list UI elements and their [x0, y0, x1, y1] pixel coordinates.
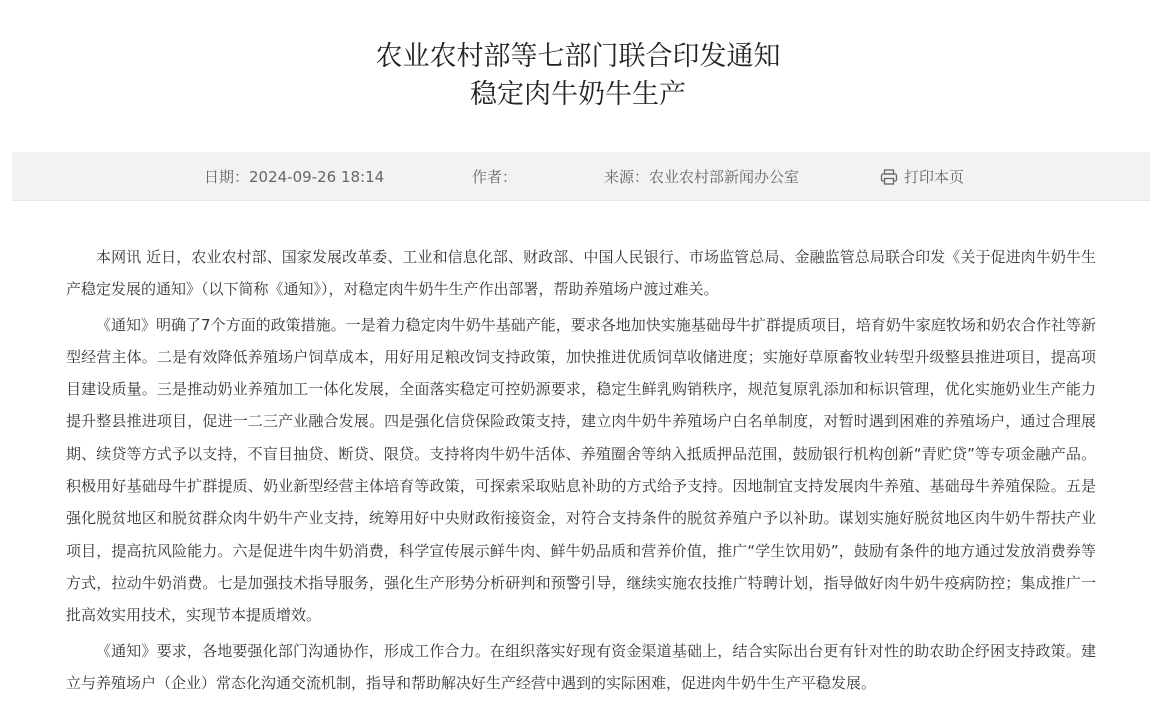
printer-icon — [880, 169, 898, 185]
article-meta-bar — [12, 152, 1150, 201]
article-title — [0, 38, 1156, 114]
paragraph: 《通知》明确了7个方面的政策措施。一是着力稳定肉牛奶牛基础产能，要求各地加快实施基础母牛扩群提质项目，培育奶牛家庭牧场和奶农合作社等新型经营主体。二是有效降低养殖场户饲草成本，用好用足粮改饲支持政策，加快推进优质饲草收储进度；实施好草原畜牧业转型升级整县推进项目，提高项目建设质量。三是推动奶业养殖加工一体化发展，全面落实稳定可控奶源要求，稳定生鲜乳购销秩序，规范复原乳添加和标识管理，优化实施奶业生产能力提升整县推进项目，促进一二三产业融合发展。四是强化信贷保险政策支持，建立肉牛奶牛养殖场户白名单制度，对暂时遇到困难的养殖场户，通过合理展期、续贷等方式予以支持，不盲目抽贷、断贷、限贷。支持将肉牛奶牛活体、养殖圈舍等纳入抵质押品范围，鼓励银行机构创新“青贮贷”等专项金融产品。积极用好基础母牛扩群提质、奶业新型经营主体培育等政策，可探索采取贴息补助的方式给予支持。因地制宜支持发展肉牛养殖、基础母牛养殖保险。五是强化脱贫地区和脱贫群众肉牛奶牛产业支持，统筹用好中央财政衔接资金，对符合支持条件的脱贫养殖户予以补助。谋划实施好脱贫地区肉牛奶牛帮扶产业项目，提高抗风险能力。六是促进牛肉牛奶消费，科学宣传展示鲜牛肉、鲜牛奶品质和营养价值，推广“学生饮用奶”，鼓励有条件的地方通过发放消费券等方式，拉动牛奶消费。七是加强技术指导服务，强化生产形势分析研判和预警引导，继续实施农技推广特聘计划，指导做好肉牛奶牛疫病防控；集成推广一批高效实用技术，实现节本提质增效。 — [66, 315, 1096, 625]
article-title-line-2: 稳定肉牛奶牛生产 — [470, 79, 686, 110]
paragraph: 本网讯 近日，农业农村部、国家发展改革委、工业和信息化部、财政部、中国人民银行、市场监管总局、金融监管总局联合印发《关于促进肉牛奶牛生产稳定发展的通知》（以下简称《通知》），对稳定肉牛奶牛生产作出部署，帮助养殖场户渡过难关。 — [66, 248, 1096, 299]
print-label: 打印本页 — [904, 168, 965, 186]
print-button[interactable] — [880, 167, 964, 187]
article-body — [66, 241, 1096, 702]
source: 来源：农业农村部新闻办公室 — [604, 168, 800, 186]
paragraph: 《通知》要求，各地要强化部门沟通协作，形成工作合力。在组织落实好现有资金渠道基础上，结合实际出台更有针对性的助农助企纾困支持政策。建立与养殖场户（企业）常态化沟通交流机制，指导和帮助解决好生产经营中遇到的实际困难，促进肉牛奶牛生产平稳发展。 — [66, 641, 1096, 692]
author: 作者： — [472, 168, 518, 186]
publish-date: 日期：2024-09-26 18:14 — [204, 168, 385, 186]
article-title-line-1: 农业农村部等七部门联合印发通知 — [375, 41, 781, 72]
